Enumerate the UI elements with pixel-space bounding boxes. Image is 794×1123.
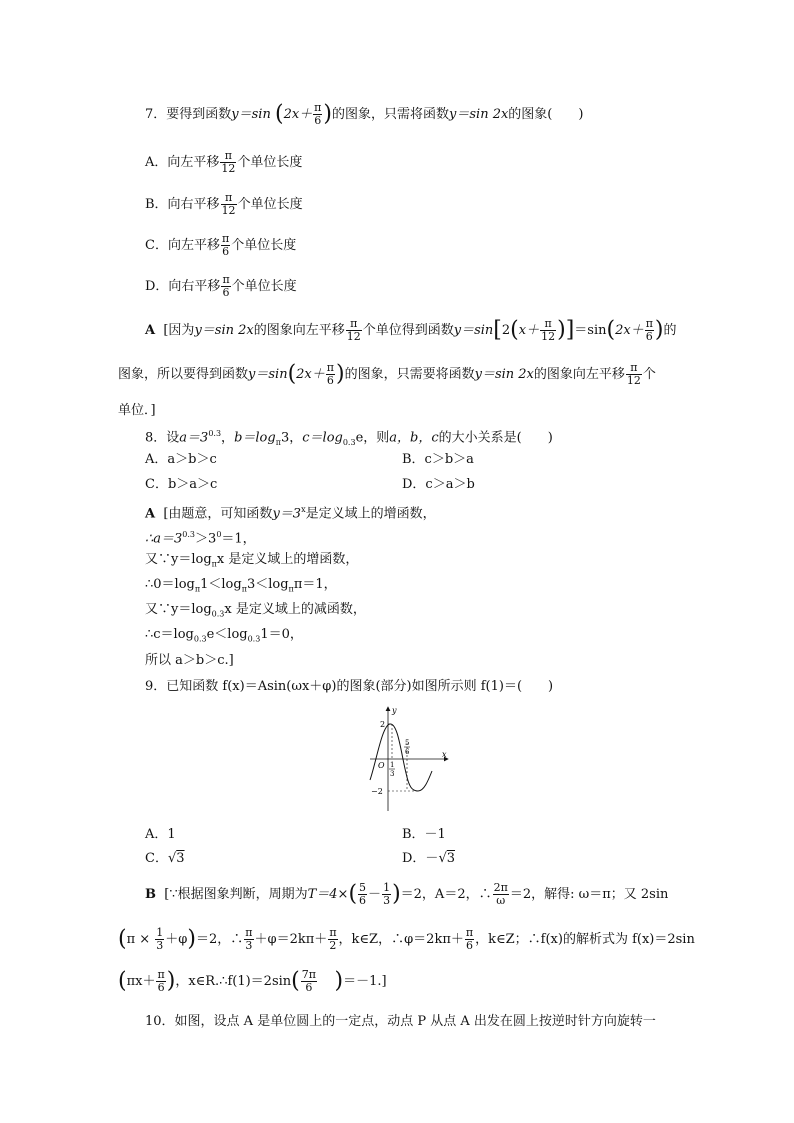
q7-stem: 7．要得到函数y＝sin (2x＋ $\frac{\pi}{6}$ )的图象，只需将函数y＝sin 2x的图象( ) [145,101,584,127]
x-axis-label: x [442,750,447,759]
y-axis-label: y [392,706,397,715]
q8-solution-3: 又$\because y=\log_\pi x$ 是定义域上的增函数， [145,552,359,569]
q8-option-a: A．a＞b＞c [145,452,217,467]
x2-num-label: 5 [405,739,410,747]
q8-option-c: C．b＞a＞c [145,477,218,492]
q9-option-d: D．－√3 [402,851,456,866]
q7-option-c: C．向左平移 $\frac{\pi}{6}$ 个单位长度 [145,232,297,258]
q9-explanation-line2: (π × $\frac{1}{3}$ ＋φ)＝2，∴ $\frac{\pi}{3}$ ＋φ＝2kπ＋ $\frac{\pi}{2}$ ，k∈Z，∴φ＝2kπ＋ $\frac{\pi}{6}$ ，k∈Z；∴f(x)的解析式为 f(x)＝2sin [118,926,695,952]
q8-solution-5: 又$\because y=\log_{0.3}x$ 是定义域上的减函数， [145,602,366,619]
q7-explanation-line2: 图象，所以要得到函数y＝sin(2x＋ $\frac{\pi}{6}$ )的图象，只需要将函数y＝sin 2x的图象向左平移 $\frac{\pi}{12}$ 个 [118,361,656,387]
q8-solution-2: $\therefore a=3^{0.3}>3^0=1$， [145,530,256,547]
q7-option-a: A．向左平移 $\frac{\pi}{12}$ 个单位长度 [145,149,303,175]
y-top-label: 2 [380,720,386,729]
q8-stem: 8．设$a=3^{0.3}$，$b=\log_\pi 3$，$c=\log_{0.3}e$，则a，b，c的大小关系是( ) [145,429,553,447]
q8-option-b: B．c＞b＞a [402,452,474,467]
q8-option-d: D．c＞a＞b [402,477,475,492]
q8-solution-4: $\therefore 0=\log_\pi 1<\log_\pi 3<\log_\pi\pi=1$， [145,577,337,594]
sine-curve [370,724,432,791]
q9-explanation-line1: B [∵根据图象判断，周期为T＝4×( $\frac{5}{6}$ － $\frac{1}{3}$ )＝2，A＝2，∴ $\frac{2\pi}{\omega}$ ＝2，解得: ω＝π；又 2sin [145,881,669,907]
q7-explanation-line1: A [因为y＝sin 2x的图象向左平移 $\frac{\pi}{12}$ 个单位得到函数y＝sin[2(x＋ $\frac{\pi}{12}$ )]＝sin(2x＋ $\frac{\pi}{6}$ )的 [145,317,677,343]
q8-solution-7: 所以 a＞b＞c.] [145,653,234,668]
q9-stem: 9．已知函数 f(x)＝Asin(ωx＋φ)的图象(部分)如图所示则 f(1)＝( ) [145,679,554,694]
origin-label: O [378,761,385,770]
x2-den-label: 6 [405,748,410,756]
q7-option-b: B．向右平移 $\frac{\pi}{12}$ 个单位长度 [145,191,303,217]
q10-stem: 10．如图，设点 A 是单位圆上的一定点，动点 P 从点 A 出发在圆上按逆时针方向旋转一 [145,1014,656,1029]
x1-den-label: 3 [390,770,395,778]
q8-solution-1: A [由题意，可知函数$y=3^x$是定义域上的增函数， [145,505,436,522]
q7-option-d: D．向右平移 $\frac{\pi}{6}$ 个单位长度 [145,273,297,299]
q8-solution-6: $\therefore c=\log_{0.3}e<\log_{0.3}1=0$， [145,627,303,644]
q9-explanation-line3: (πx＋ $\frac{\pi}{6}$ )，x∈R.∴f(1)＝2sin( $\frac{7\pi}{6}$ )＝－1.] [118,968,387,994]
q9-sine-graph [368,703,454,813]
x1-num-label: 1 [390,761,395,769]
q9-option-c: C．√3 [145,851,185,866]
q9-option-b: B．－1 [402,827,446,842]
y-bottom-label: −2 [371,787,383,796]
q7-explanation-line3: 单位．] [118,403,156,418]
q9-option-a: A．1 [145,827,176,842]
